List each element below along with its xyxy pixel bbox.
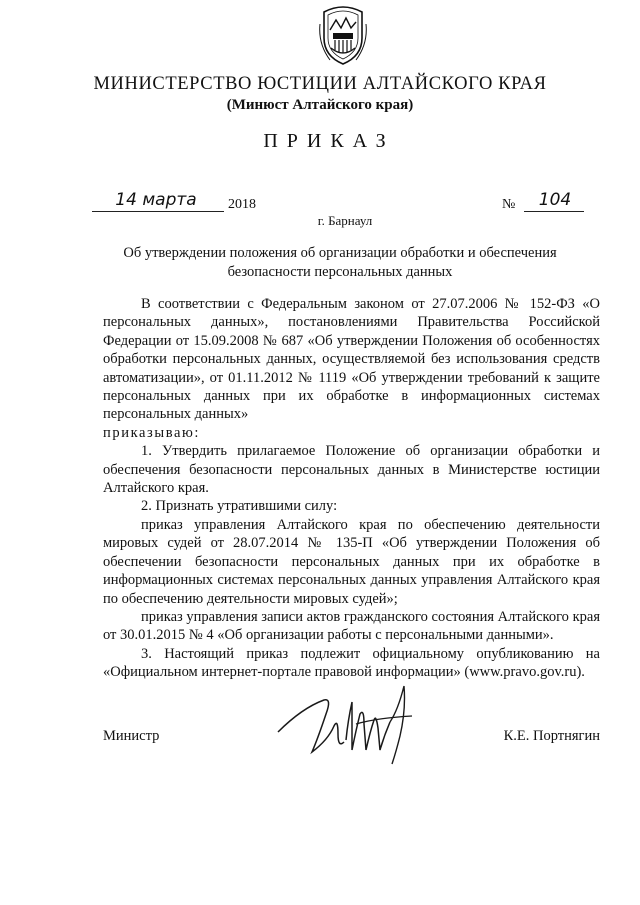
order-item-2: 2. Признать утратившими силу: xyxy=(141,498,338,515)
order-body xyxy=(103,295,600,682)
document-type-title: ПРИКАЗ xyxy=(263,130,395,152)
order-item-3: 3. Настоящий приказ подлежит официальному опубликованию на «Официальном интернет-портале правовой информации» (www.pravo.gov.ru). xyxy=(103,645,600,681)
coat-of-arms-icon xyxy=(318,4,368,66)
order-item-2b: приказ управления записи актов гражданского состояния Алтайского края от 30.01.2015 № 4 «Об организации работы с персональными данными». xyxy=(103,608,600,644)
handwritten-signature-icon xyxy=(272,680,422,775)
ministry-short-title: (Минюст Алтайского края) xyxy=(226,97,414,113)
city-line: г. Барнаул xyxy=(317,213,373,228)
number-underline xyxy=(524,211,584,212)
ministry-title: МИНИСТЕРСТВО ЮСТИЦИИ АЛТАЙСКОГО КРАЯ xyxy=(93,74,547,94)
handwritten-order-number: 104 xyxy=(538,190,572,210)
preamble-paragraph: В соответствии с Федеральным законом от 27.07.2006 № 152-ФЗ «О персональных данных», постановлениями Правительства Российской Федерации от 15.09.2008 № 687 «Об утверждении Положения об особенностях обработки персональных данных, осуществляемой без использования средств автоматизации», от 01.11.2012 № 1119 «Об утверждении требований к защите персональных данных при их обработке в информационных системах персональных данных» xyxy=(103,296,600,423)
signatory-name: К.Е. Портнягин xyxy=(503,728,600,744)
signatory-role: Министр xyxy=(103,728,160,744)
order-word: приказываю: xyxy=(103,424,201,441)
number-sign: № xyxy=(502,197,516,212)
handwritten-date: 14 марта xyxy=(115,190,197,210)
date-year: 2018 xyxy=(228,197,256,212)
date-underline xyxy=(92,211,224,212)
order-item-1: 1. Утвердить прилагаемое Положение об организации обработки и обеспечения безопасности персональных данных в Министерстве юстиции Алтайского края. xyxy=(103,443,600,497)
order-subject: Об утверждении положения об организации обработки и обеспечения безопасности персональных данных xyxy=(123,245,557,280)
order-item-2a: приказ управления Алтайского края по обеспечению деятельности мировых судей от 28.07.2014 № 135-П «Об утверждении Положения об обеспечении безопасности персональных данных при их обработке в информационных системах персональных данных управления Алтайского края по обеспечению деятельности мировых судей»; xyxy=(103,516,600,607)
